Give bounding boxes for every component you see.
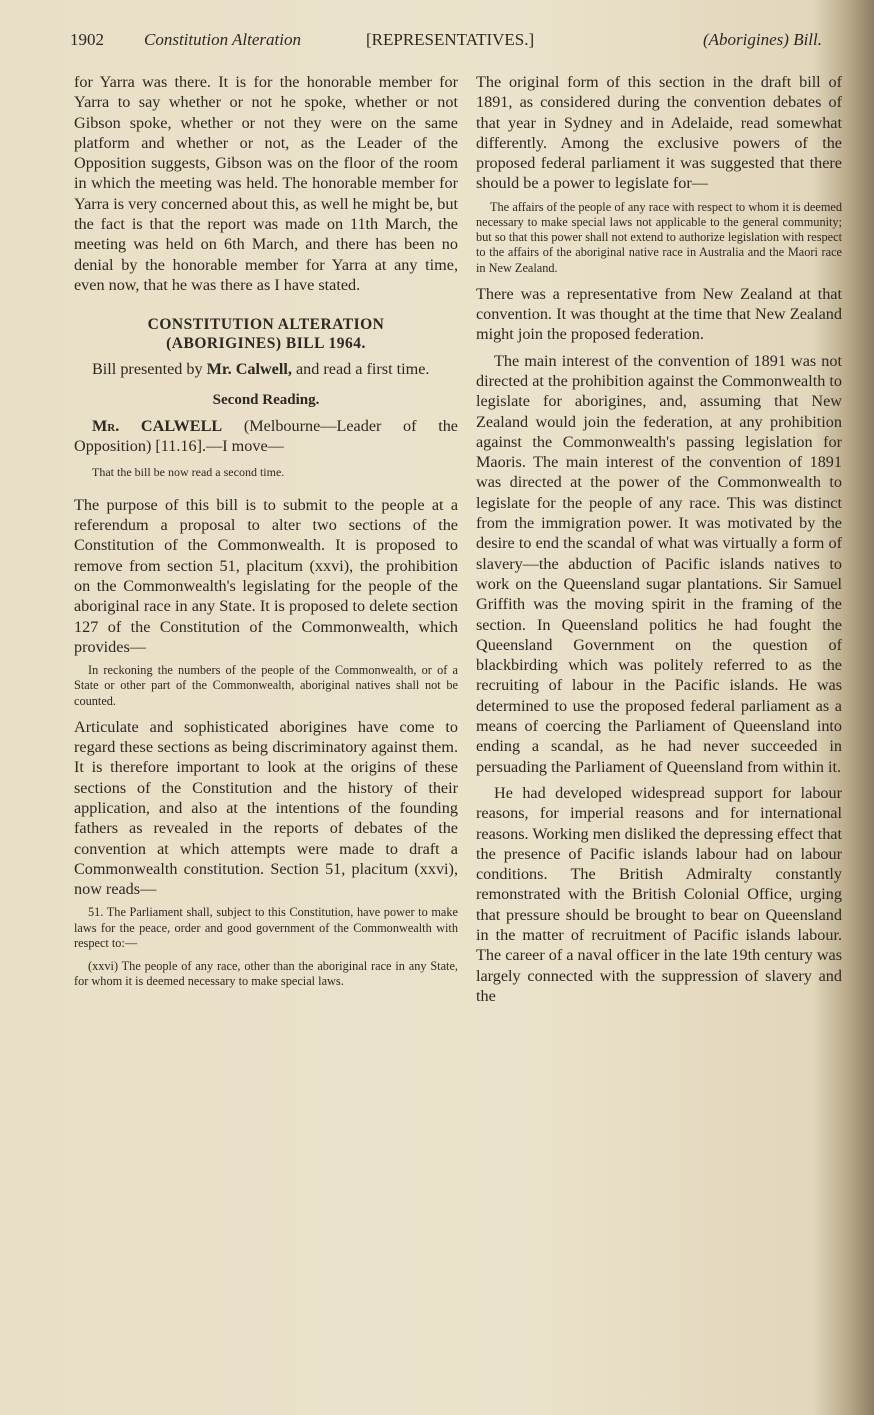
quoted-section: (xxvi) The people of any race, other than the aboriginal race in any State, for whom it is deemed necessary to make special laws. [74, 959, 458, 989]
speaker-name: Mr. CALWELL [92, 416, 223, 435]
quoted-section: 51. The Parliament shall, subject to this Constitution, have power to make laws for the peace, order and good government of the Commonwealth with respect to:— [74, 905, 458, 950]
quoted-section: The affairs of the people of any race with respect to whom it is deemed necessary to make special laws not applicable to the general community; but so that this power shall not extend to authorize legislation with respect to the affairs of the aboriginal native race in Australia and the Maori race in New Zealand. [476, 199, 842, 275]
motion-text: That the bill be now read a second time. [92, 465, 285, 480]
presented-text: and read a first time. [291, 360, 430, 379]
page-number: 1902 [70, 30, 104, 49]
bill-heading [74, 315, 458, 353]
second-reading-heading: Second Reading. [212, 391, 320, 408]
right-column [476, 72, 842, 1012]
bill-label: (Aborigines) Bill. [703, 30, 822, 49]
bill-presented [74, 359, 458, 379]
paragraph: The main interest of the convention of 1891 was not directed at the prohibition against the Commonwealth to legislate for aborigines, and, assuming that New Zealand would join the federation, at any prohibition against the Commonwealth's passing legislation for Maoris. The main interest of the convention of 1891 was directed at the power of the Commonwealth to legislate for the people of any race. This was distinct from the immigration power. It was motivated by the desire to end the scandal of what was virtually a form of slavery—the abduction of Pacific islands natives to work on the Queensland sugar plantations. Sir Samuel Griffith was the moving spirit in the framing of the section. In Queensland politics he had fought the Queensland Government on the question of blackbirding which was politely referred to as the recruiting of labour in the Pacific islands. He was determined to use the proposed federal parliament as a means of coercing the Parliament of Queensland into ending a scandal, as he had never succeeded in persuading the Parliament of Queensland from within it. [476, 351, 842, 776]
speaker-details: (Melbourne—Leader of the Opposition) [11.16].—I move— [74, 416, 458, 456]
paragraph: Articulate and sophisticated aborigines have come to regard these sections as being discriminatory against them. It is therefore important to look at the origins of these sections of the Constitution and the history of their application, and also at the intentions of the founding fathers as revealed in the reports of debates of the convention at which attempts were made to draft a Commonwealth constitution. Section 51, placitum (xxvi), now reads— [74, 717, 458, 899]
bill-heading-line: (ABORIGINES) BILL 1964. [166, 335, 366, 353]
paragraph: The original form of this section in the draft bill of 1891, as considered during the convention debates of that year in Sydney and in Adelaide, read somewhat differently. Among the exclusive powers of the proposed federal parliament it was suggested that there should be a power to legislate for— [476, 73, 842, 193]
left-column [74, 72, 458, 997]
page-header [70, 30, 834, 60]
paragraph: for Yarra was there. It is for the honorable member for Yarra to say whether or not he spoke, whether or not Gibson spoke, whether or not they were on the same platform and whether or not, as the Leader of the Opposition suggests, Gibson was on the floor of the room in which the meeting was held. The honorable member for Yarra is very concerned about this, as well he might be, but the fact is that the report was made on 11th March, the meeting was held on 6th March, and there has been no denial by the honorable member for Yarra at any time, even now, that he was there as I have stated. [74, 73, 458, 294]
speaker-line [74, 416, 458, 457]
house-label: [REPRESENTATIVES.] [366, 30, 535, 49]
running-title: Constitution Alteration [144, 30, 301, 49]
paragraph: He had developed widespread support for labour reasons, for imperial reasons and for international reasons. Working men disliked the depressing effect that the presence of Pacific islands labour had on labour conditions. The British Admiralty constantly remonstrated with the British Colonial Office, urging that pressure should be brought to bear on Queensland in the matter of recruitment of Pacific islands labour. The career of a naval officer in the late 19th century was largely connected with the suppression of slavery and the [476, 783, 842, 1005]
paragraph: The purpose of this bill is to submit to the people at a referendum a proposal to alter two sections of the Constitution of the Commonwealth. It is proposed to remove from section 51, placitum (xxvi), the prohibition on the Commonwealth's legislating for the people of the aboriginal race in any State. It is proposed to delete section 127 of the Constitution of the Commonwealth, which provides— [74, 495, 458, 656]
quoted-section: In reckoning the numbers of the people of the Commonwealth, or of a State or other part of the Commonwealth, aboriginal natives shall not be counted. [74, 663, 458, 708]
presented-text: Bill presented by [92, 360, 207, 379]
paragraph: There was a representative from New Zealand at that convention. It was thought at the time that New Zealand might join the proposed federation. [476, 284, 842, 344]
presenter-name: Mr. Calwell, [206, 360, 292, 379]
bill-heading-line: CONSTITUTION ALTERATION [147, 316, 385, 334]
